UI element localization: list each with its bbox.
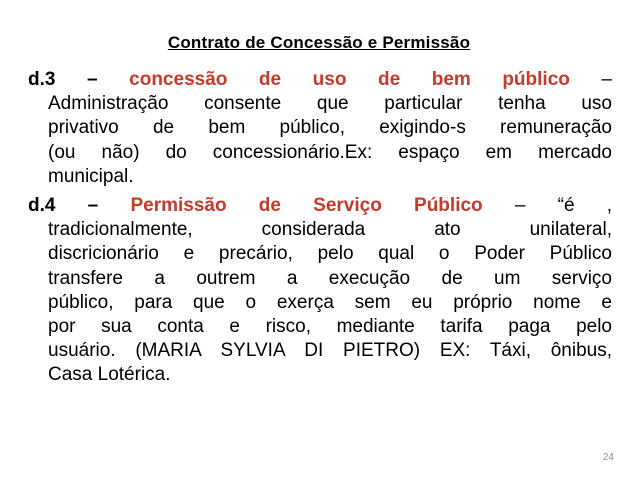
item-d4-line: tradicionalmente, considerada ato unilateral, <box>48 219 612 241</box>
item-d3-line: Administração consente que particular tenha uso <box>48 93 612 115</box>
item-d4-heading: Permissão de Serviço Público <box>130 195 483 216</box>
item-d4-line: usuário. (MARIA SYLVIA DI PIETRO) EX: Táxi, ônibus, <box>48 340 612 362</box>
item-d3-line: privativo de bem público, exigindo-s remuneração <box>48 117 612 139</box>
item-d3-dash: – <box>87 69 98 90</box>
item-d4-first-line <box>28 194 612 218</box>
item-d4-lead: d.4 <box>28 195 56 216</box>
item-d3-line: (ou não) do concessionário.Ex: espaço em mercado <box>48 141 612 163</box>
slide-title: Contrato de Concessão e Permissão <box>167 33 471 52</box>
item-d3-lead: d.3 <box>28 69 56 90</box>
item-d4-line: Casa Lotérica. <box>48 364 171 386</box>
page-number: 24 <box>602 452 614 463</box>
item-d4-dash: – <box>87 195 99 216</box>
item-d4-line: transfere a outrem a execução de um serviço <box>48 267 612 289</box>
item-d3-line: municipal. <box>48 165 134 187</box>
item-d4 <box>28 194 612 388</box>
item-d3-first-line <box>28 68 612 92</box>
item-d4-line: discricionário e precário, pelo qual o Poder Público <box>48 243 612 265</box>
item-d3-heading: concessão de uso de bem público <box>129 69 570 90</box>
item-d3 <box>28 68 612 189</box>
item-d3-after: – <box>601 69 613 90</box>
item-d4-after: – “é , <box>514 195 613 216</box>
item-d4-line: público, para que o exerça sem eu próprio nome e <box>48 291 612 313</box>
item-d4-line: por sua conta e risco, mediante tarifa paga pelo <box>48 316 612 338</box>
